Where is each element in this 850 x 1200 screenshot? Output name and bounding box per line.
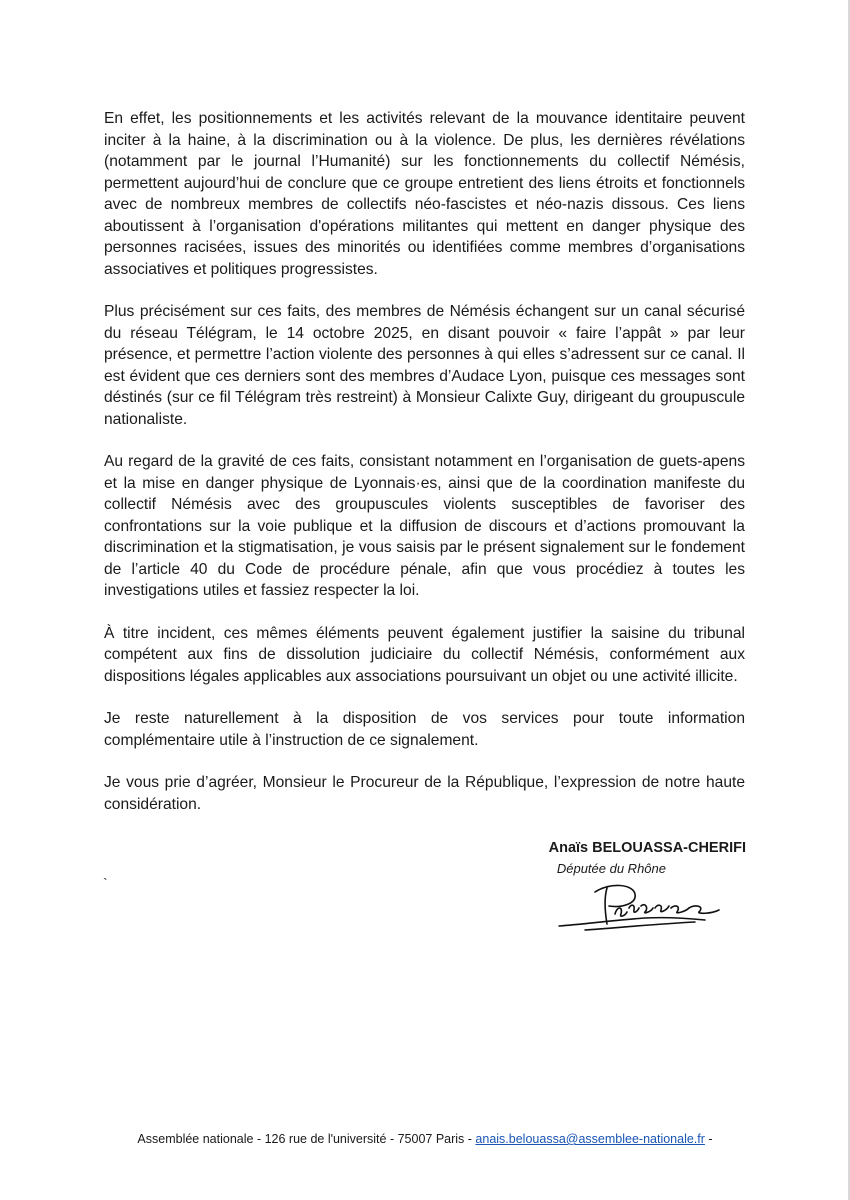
handwritten-signature bbox=[555, 878, 725, 936]
signer-title: Députée du Rhône bbox=[556, 861, 666, 876]
footer bbox=[0, 1130, 850, 1148]
paragraph-3: Au regard de la gravité de ces faits, consistant notamment en l’organisation de guets-apens et la mise en danger physique de Lyonnais·es, ainsi que de la coordination manifeste du collectif Némésis avec des groupuscules violents susceptibles de favoriser des confrontations sur la voie publique et la diffusion de discours et d’actions promouvant la discrimination et la stigmatisation, je vous saisis par le présent signalement sur le fondement de l’article 40 du Code de procédure pénale, afin que vous procédiez à toutes les investigations utiles et fassiez respecter la loi. bbox=[104, 453, 745, 599]
paragraph-2: Plus précisément sur ces faits, des membres de Némésis échangent sur un canal sécurisé du réseau Télégram, le 14 octobre 2025, en disant pouvoir « faire l’appât » par leur présence, et permettre l’action violente des personnes à qui elles s’adressent sur ce canal. Il est évident que ces derniers sont des membres d’Audace Lyon, puisque ces messages sont déstinés (sur ce fil Télégram très restreint) à Monsieur Calixte Guy, dirigeant du groupuscule nationaliste. bbox=[104, 303, 745, 428]
footer-email-link[interactable]: anais.belouassa@assemblee-nationale.fr bbox=[475, 1132, 705, 1146]
letter-body bbox=[104, 108, 745, 836]
paragraph-5: Je reste naturellement à la disposition de vos services pour toute information complémentaire utile à l’instruction de ce signalement. bbox=[104, 710, 745, 749]
footer-trailing: - bbox=[704, 1132, 713, 1146]
paragraph-4: À titre incident, ces mêmes éléments peuvent également justifier la saisine du tribunal compétent aux fins de dissolution judiciaire du collectif Némésis, conformément aux dispositions légales applicables aux associations poursuivant un objet ou une activité illicite. bbox=[104, 624, 745, 685]
signature-block bbox=[470, 838, 746, 878]
paragraph-1: En effet, les positionnements et les activités relevant de la mouvance identitaire peuvent inciter à la haine, à la discrimination ou à la violence. De plus, les dernières révélations (notamment par le journal l’Humanité) sur les fonctionnements du collectif Némésis, permettent aujourd’hui de conclure que ce groupe entretient des liens étroits et fonctionnels avec de nombreux membres de collectifs néo-fascistes et néo-nazis dissous. Ces liens aboutissent à l’organisation d'opérations militantes qui mettent en danger physique des personnes racisées, issues des minorités ou identifiées comme membres d’organisations associatives et politiques progressistes. bbox=[104, 110, 745, 278]
footer-address: Assemblée nationale - 126 rue de l'université - 75007 Paris - bbox=[137, 1132, 476, 1146]
stray-backtick: ` bbox=[103, 875, 108, 891]
signer-name: Anaïs BELOUASSA-CHERIFI bbox=[548, 840, 746, 856]
paragraph-6: Je vous prie d’agréer, Monsieur le Procureur de la République, l’expression de notre haute considération. bbox=[104, 774, 745, 813]
